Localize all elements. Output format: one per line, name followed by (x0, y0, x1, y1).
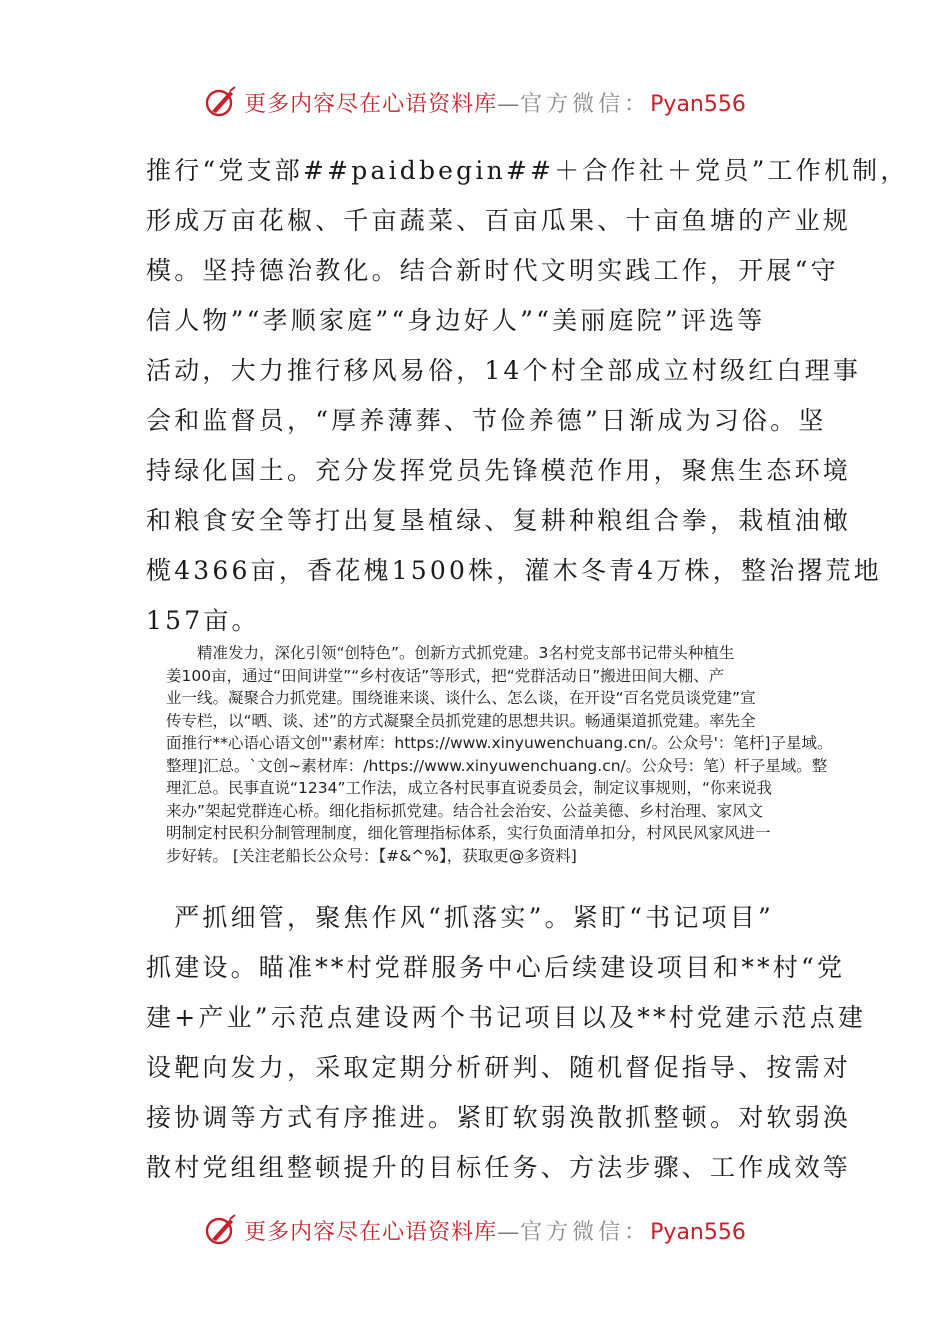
text-line: 推行“党支部##paidbegin##＋合作社＋党员”工作机制， (146, 156, 909, 185)
text-line: 明制定村民积分制管理制度，细化管理指标体系，实行负面清单扣分，村风民风家风进一 (166, 824, 771, 842)
text-line: 抓建设。瞄准**村党群服务中心后续建设项目和**村“党 (146, 953, 846, 982)
body-paragraph-2 (166, 642, 833, 867)
text-line: 散村党组组整顿提升的目标任务、方法步骤、工作成效等 (146, 1153, 852, 1182)
footer-watermark-banner (0, 1210, 950, 1250)
quill-pen-logo-icon (204, 1213, 238, 1247)
text-line: 理汇总。民事直说“1234”工作法，成立各村民事直说委员会，制定议事规则，“你来说我 (166, 779, 773, 797)
text-line: 157亩。 (146, 606, 260, 635)
text-line: 精准发力，深化引领“创特色”。创新方式抓党建。3名村党支部书记带头种植生 (197, 644, 735, 662)
text-line: 榄4366亩，香花槐1500株，灌木冬青4万株，整治撂荒地 (146, 556, 882, 585)
text-line: 持绿化国土。充分发挥党员先锋模范作用，聚焦生态环境 (146, 456, 852, 485)
text-line: 业一线。凝聚合力抓党建。围绕谁来谈、谈什么、怎么谈，在开设“百名党员谈党建”宣 (166, 689, 756, 707)
header-watermark-banner (0, 82, 950, 122)
text-line: 建+产业”示范点建设两个书记项目以及**村党建示范点建 (146, 1003, 867, 1032)
text-line: 整理]汇总。`文创~素材库：/https://www.xinyuwenchuang.cn/。公众号：笔）杆子星域。整 (166, 756, 828, 775)
text-line: 形成万亩花椒、千亩蔬菜、百亩瓜果、十亩鱼塘的产业规 (146, 206, 852, 235)
text-line: 姜100亩，通过“田间讲堂”“乡村夜话”等形式，把“党群活动日”搬进田间大棚、产 (166, 666, 725, 685)
body-paragraph-1 (146, 146, 909, 646)
text-line: 接协调等方式有序推进。紧盯软弱涣散抓整顿。对软弱涣 (146, 1103, 852, 1132)
text-line: 传专栏，以“晒、谈、述”的方式凝聚全员抓党建的思想共识。畅通渠道抓党建。率先全 (166, 711, 756, 730)
text-line: 严抓细管，聚焦作风“抓落实”。紧盯“书记项目” (146, 903, 774, 932)
banner-text: 更多内容尽在心语资料库—官方微信：Pyan556 (244, 1219, 746, 1245)
text-line: 设靶向发力，采取定期分析研判、随机督促指导、按需对 (146, 1053, 852, 1082)
text-line: 面推行**心语心语文创"'素材库：https://www.xinyuwenchuang.cn/。公众号'：笔杆]子星域。 (166, 734, 833, 752)
text-line: 来办”架起党群连心桥。细化指标抓党建。结合社会治安、公益美德、乡村治理、家风文 (166, 801, 764, 820)
body-paragraph-3 (146, 893, 867, 1193)
text-line: 步好转。 [关注老船长公众号：【#&^%】，获取更@多资料] (166, 846, 577, 865)
quill-pen-logo-icon (204, 85, 238, 119)
text-line: 和粮食安全等打出复垦植绿、复耕种粮组合拳，栽植油橄 (146, 506, 852, 535)
text-line: 活动，大力推行移风易俗，14个村全部成立村级红白理事 (146, 356, 862, 385)
text-line: 模。坚持德治教化。结合新时代文明实践工作，开展“守 (146, 256, 839, 285)
text-line: 信人物”“孝顺家庭”“身边好人”“美丽庭院”评选等 (146, 306, 766, 335)
text-line: 会和监督员，“厚养薄葬、节俭养德”日渐成为习俗。坚 (146, 406, 827, 435)
banner-text: 更多内容尽在心语资料库—官方微信：Pyan556 (244, 91, 746, 117)
